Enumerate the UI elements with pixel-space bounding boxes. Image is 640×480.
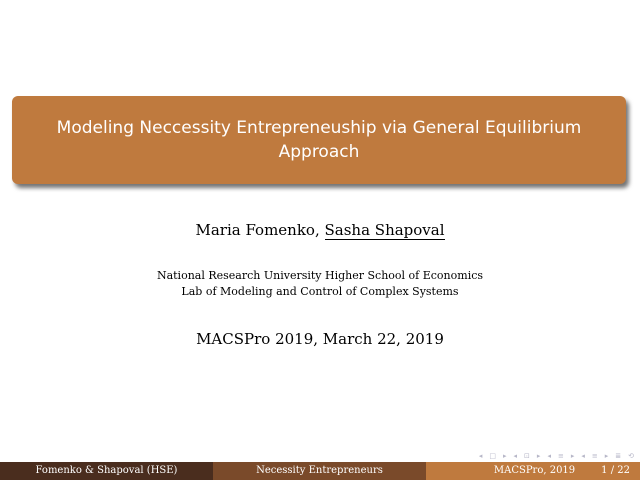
author-line <box>0 220 640 240</box>
subsection-prev-icon[interactable]: ◂ <box>513 452 518 460</box>
title-line-2: Approach <box>278 142 360 162</box>
doc-icon[interactable]: ≡ <box>591 452 598 460</box>
frame-next-icon[interactable]: ▸ <box>503 452 507 460</box>
subsection-next-icon[interactable]: ▸ <box>536 452 541 460</box>
section-prev-icon[interactable]: ◂ <box>547 452 551 460</box>
event-date: MACSPro 2019, March 22, 2019 <box>196 330 444 348</box>
beamer-navigation <box>479 451 634 461</box>
institute-line-2: Lab of Modeling and Control of Complex Systems <box>181 285 459 298</box>
footer-bar <box>0 462 640 480</box>
frame-icon[interactable]: □ <box>489 452 497 460</box>
title-line-1: Modeling Neccessity Entrepreneuship via General Equilibrium <box>56 118 582 138</box>
author-presenter: Sasha Shapoval <box>324 221 445 239</box>
footer-conference: MACSPro, 2019 <box>493 465 576 476</box>
title-block <box>12 96 626 184</box>
subsection-icon[interactable]: ⊡ <box>524 452 530 460</box>
doc-next-icon[interactable]: ▸ <box>604 452 609 460</box>
author-first: Maria Fomenko, <box>195 221 320 239</box>
section-next-icon[interactable]: ▸ <box>570 452 575 460</box>
search-icon[interactable]: ⟲ <box>628 452 634 460</box>
doc-prev-icon[interactable]: ◂ <box>581 452 585 460</box>
institute-block <box>0 268 640 300</box>
align-icon[interactable]: ≣ <box>615 452 622 460</box>
footer-title: Necessity Entrepreneurs <box>213 462 426 480</box>
footer-right <box>426 462 640 480</box>
frame-prev-icon[interactable]: ◂ <box>478 452 483 460</box>
institute-line-1: National Research University Higher School of Economics <box>156 269 484 282</box>
footer-authors: Fomenko & Shapoval (HSE) <box>0 462 213 480</box>
footer-page: 1 / 22 <box>601 465 630 476</box>
section-icon[interactable]: ≡ <box>557 452 564 460</box>
